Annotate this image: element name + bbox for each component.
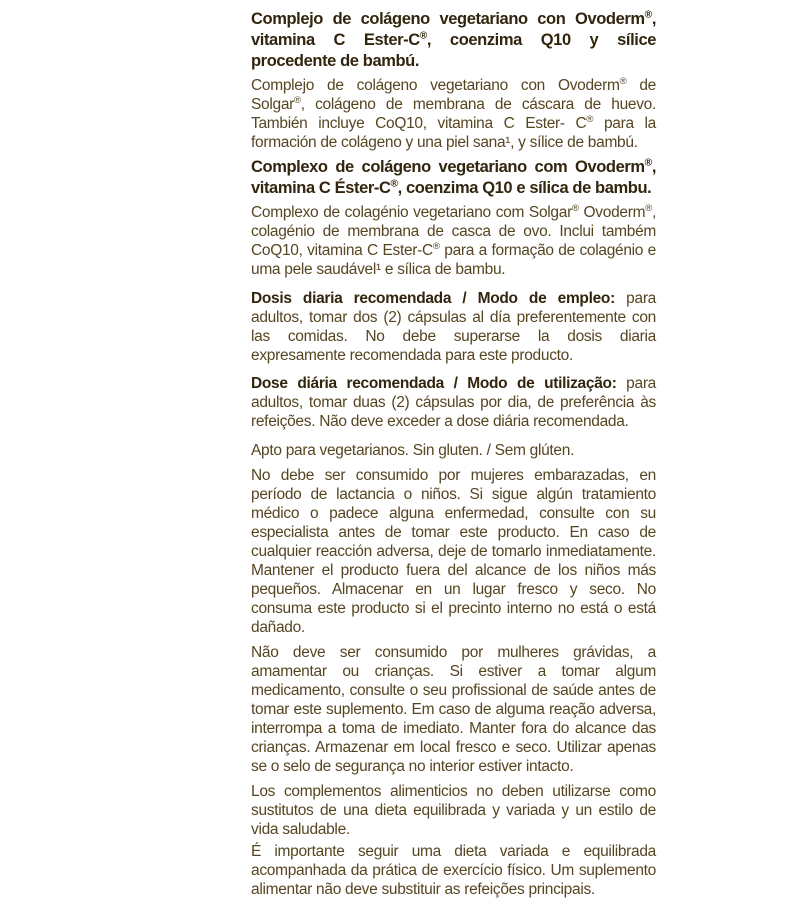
dosage-lead-pt: Dose diária recomendada / Modo de utilização: (251, 375, 627, 392)
disclaimer-paragraph-pt: É importante seguir uma dieta variada e equilibrada acompanhada da prática de exercício físico. Um suplemento alimentar não deve substituir as refeições principais. (251, 843, 656, 898)
product-description-pt: Complexo de colagénio vegetariano com Solgar® Ovoderm®, colagénio de membrana de casca de ovo. Inclui também CoQ10, vitamina C Ester-C® para a formação de colagénio e uma pele saudável¹ e sílica de bambu. (251, 202, 656, 278)
disclaimer-paragraph-es: Los complementos alimenticios no deben utilizarse como sustitutos de una dieta equilibrada y variada y un estilo de vida saludable. (251, 783, 656, 838)
warning-paragraph-es: No debe ser consumido por mujeres embarazadas, en período de lactancia o niños. Si sigue algún tratamiento médico o padece alguna enfermedad, consulte con su especialista antes de tomar este producto. En caso de cualquier reacción adversa, deje de tomarlo inmediatamente. Mantener el producto fuera del alcance de los niños más pequeños. Almacenar en un lugar fresco y seco. No consuma este producto si el precinto interno no está o está dañado. (251, 467, 656, 636)
product-description-es: Complejo de colágeno vegetariano con Ovoderm® de Solgar®, colágeno de membrana de cáscara de huevo. También incluye CoQ10, vitamina C Ester- C® para la formación de colágeno y una piel sana¹, y sílice de bambú. (251, 75, 656, 151)
product-heading-es: Complejo de colágeno vegetariano con Ovoderm®, vitamina C Ester-C®, coenzima Q10 y sílice procedente de bambú. (251, 9, 657, 70)
warning-paragraph-pt: Não deve ser consumido por mulheres grávidas, a amamentar ou crianças. Si estiver a tomar algum medicamento, consulte o seu profissional de saúde antes de tomar este suplemento. Em caso de alguma reação adversa, interrompa a toma de imediato. Manter fora do alcance das crianças. Armazenar em local fresco e seco. Utilizar apenas se o selo de segurança no interior estiver intacto. (251, 644, 656, 775)
dosage-paragraph-pt (251, 374, 656, 431)
dosage-text-pt: para adultos, tomar duas (2) cápsulas por dia, de preferência às refeições. Não deve exceder a dose diária recomendada. (251, 375, 656, 430)
suitability-statement: Apto para vegetarianos. Sin gluten. / Sem glúten. (251, 442, 575, 459)
dosage-lead-es: Dosis diaria recomendada / Modo de empleo: (251, 290, 627, 307)
dosage-text-es: para adultos, tomar dos (2) cápsulas al día preferentemente con las comidas. No debe superarse la dosis diaria expresamente recomendada para este producto. (251, 290, 656, 364)
dosage-paragraph-es (251, 289, 656, 365)
product-heading-pt: Complexo de colágeno vegetariano com Ovoderm®, vitamina C Éster-C®, coenzima Q10 e sílica de bambu. (251, 157, 656, 197)
label-text-column (251, 9, 656, 905)
